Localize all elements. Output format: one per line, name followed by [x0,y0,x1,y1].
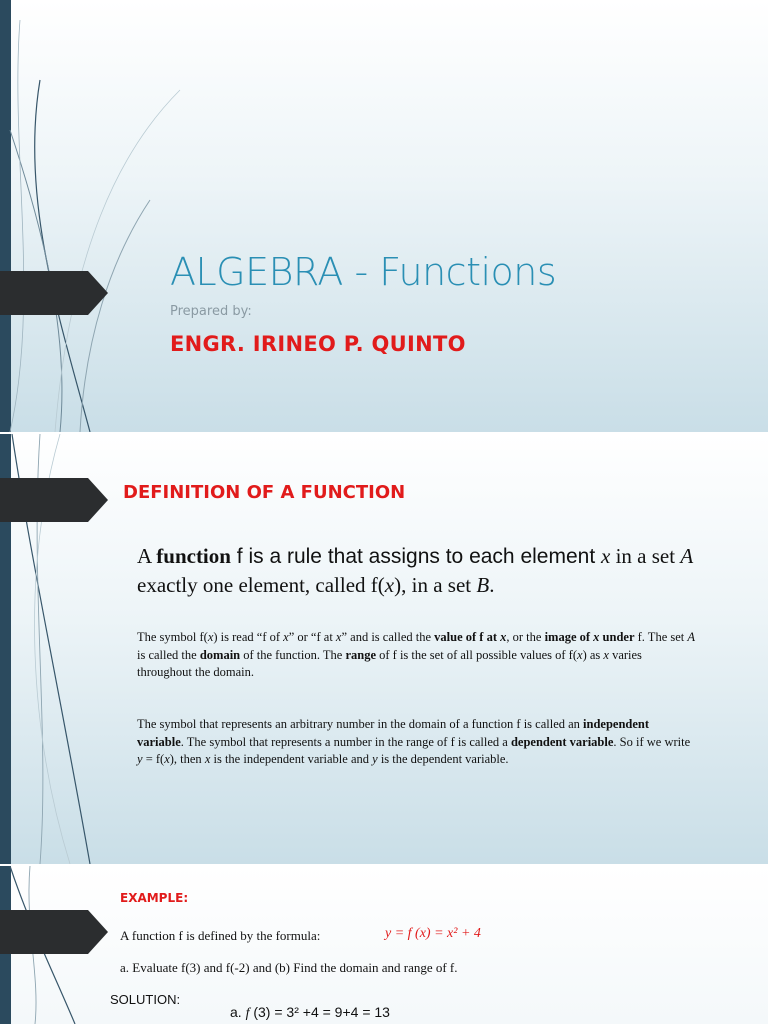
solution-part-a: a. f (3) = 3² +4 = 9+4 = 13 [230,1004,390,1021]
solution-label: SOLUTION: [110,992,181,1007]
title-slide [0,0,768,432]
definition-slide [0,434,768,864]
prepared-by-label: Prepared by: [170,304,252,319]
arrow-tab-icon [0,478,108,522]
author-name: ENGR. IRINEO P. QUINTO [170,332,466,356]
example-question: a. Evaluate f(3) and f(-2) and (b) Find the domain and range of f. [120,960,458,975]
arrow-tab-icon [0,910,108,954]
definition-statement: A function f is a rule that assigns to each element x in a set A exactly one element, called f(x), in a set B. [137,544,694,597]
definition-paragraph-1: The symbol f(x) is read “f of x” or “f at x” and is called the value of f at x, or the image of x under f. The set A is called the domain of the function. The range of f is the set of all possible values of f(x) as x varies throughout the domain. [137,630,696,679]
definition-paragraph-2: The symbol that represents an arbitrary number in the domain of a function f is called an independent variable. The symbol that represents a number in the range of f is called a dependent variable. So if we write y = f(x), then x is the independent variable and y is the dependent variable. [137,717,691,766]
example-statement: A function f is defined by the formula: [120,928,321,943]
arrow-tab-icon [0,271,108,315]
decorative-swoosh-lines [0,0,200,432]
definition-heading: DEFINITION OF A FUNCTION [123,482,406,503]
slide-title: ALGEBRA - Functions [170,250,557,294]
example-formula: y = f (x) = x² + 4 [385,926,481,941]
example-heading: EXAMPLE: [120,891,189,905]
example-slide [0,866,768,1024]
